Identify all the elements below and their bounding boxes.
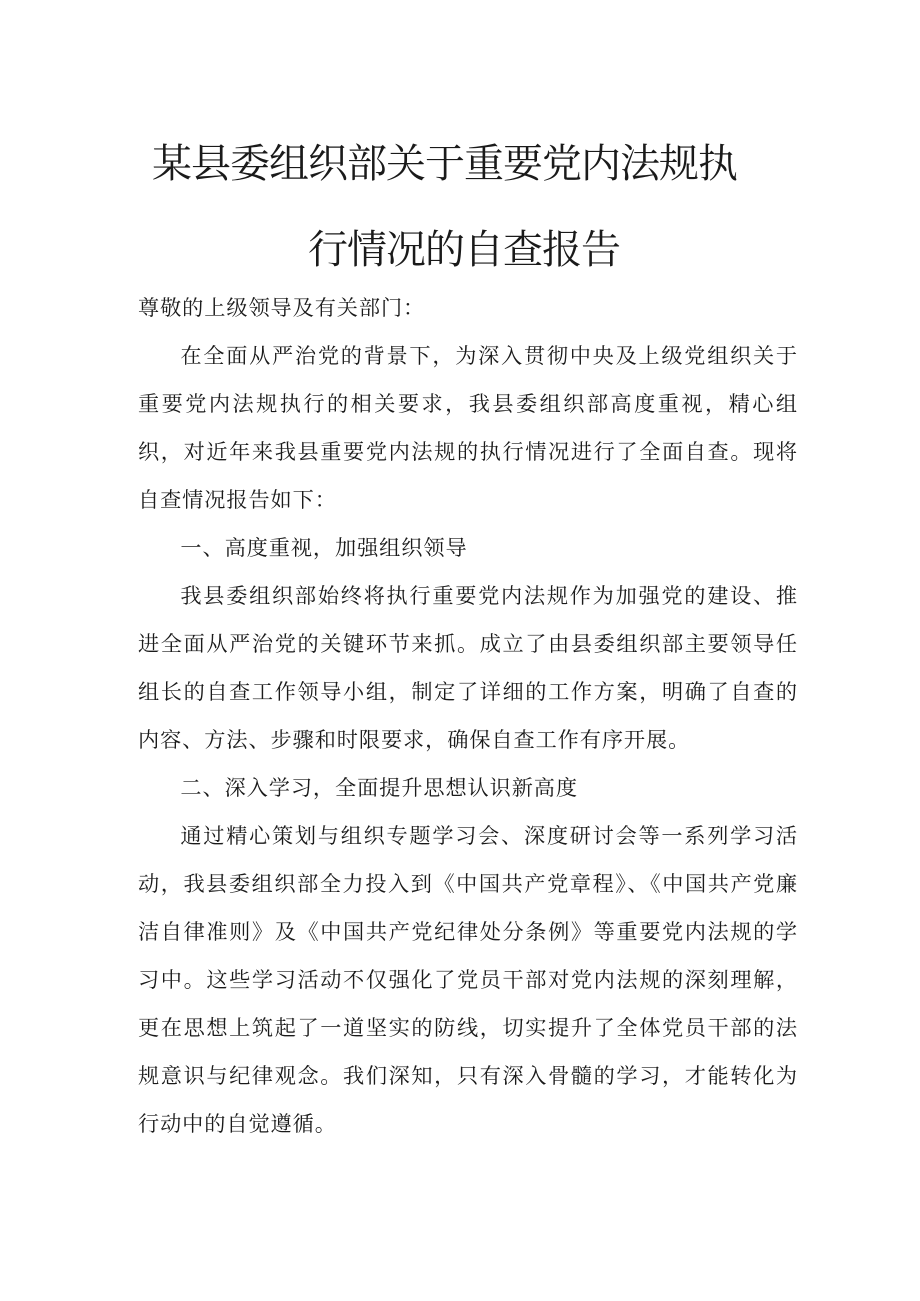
document-body [138,284,798,1148]
section-2-paragraph: 通过精心策划与组织专题学习会、深度研讨会等一系列学习活动，我县委组织部全力投入到《中国共产党章程》、《中国共产党廉洁自律准则》及《中国共产党纪律处分条例》等重要党内法规的学习中。这些学习活动不仅强化了党员干部对党内法规的深刻理解，更在思想上筑起了一道坚实的防线，切实提升了全体党员干部的法规意识与纪律观念。我们深知，只有深入骨髓的学习，才能转化为行动中的自觉遵循。 [138,823,798,1136]
section-2-heading: 二、深入学习，全面提升思想认识新高度 [180,775,578,800]
title-line-1: 某县委组织部关于重要党内法规执 [152,141,737,187]
title-line-2: 行情况的自查报告 [308,227,620,273]
salutation: 尊敬的上级领导及有关部门： [138,295,426,320]
intro-paragraph: 在全面从严治党的背景下，为深入贯彻中央及上级党组织关于重要党内法规执行的相关要求，我县委组织部高度重视，精心组织，对近年来我县重要党内法规的执行情况进行了全面自查。现将自查情况报告如下： [138,343,798,512]
section-1-heading: 一、高度重视，加强组织领导 [180,535,468,560]
section-1-paragraph: 我县委组织部始终将执行重要党内法规作为加强党的建设、推进全面从严治党的关键环节来抓。成立了由县委组织部主要领导任组长的自查工作领导小组，制定了详细的工作方案，明确了自查的内容、方法、步骤和时限要求，确保自查工作有序开展。 [138,583,798,752]
